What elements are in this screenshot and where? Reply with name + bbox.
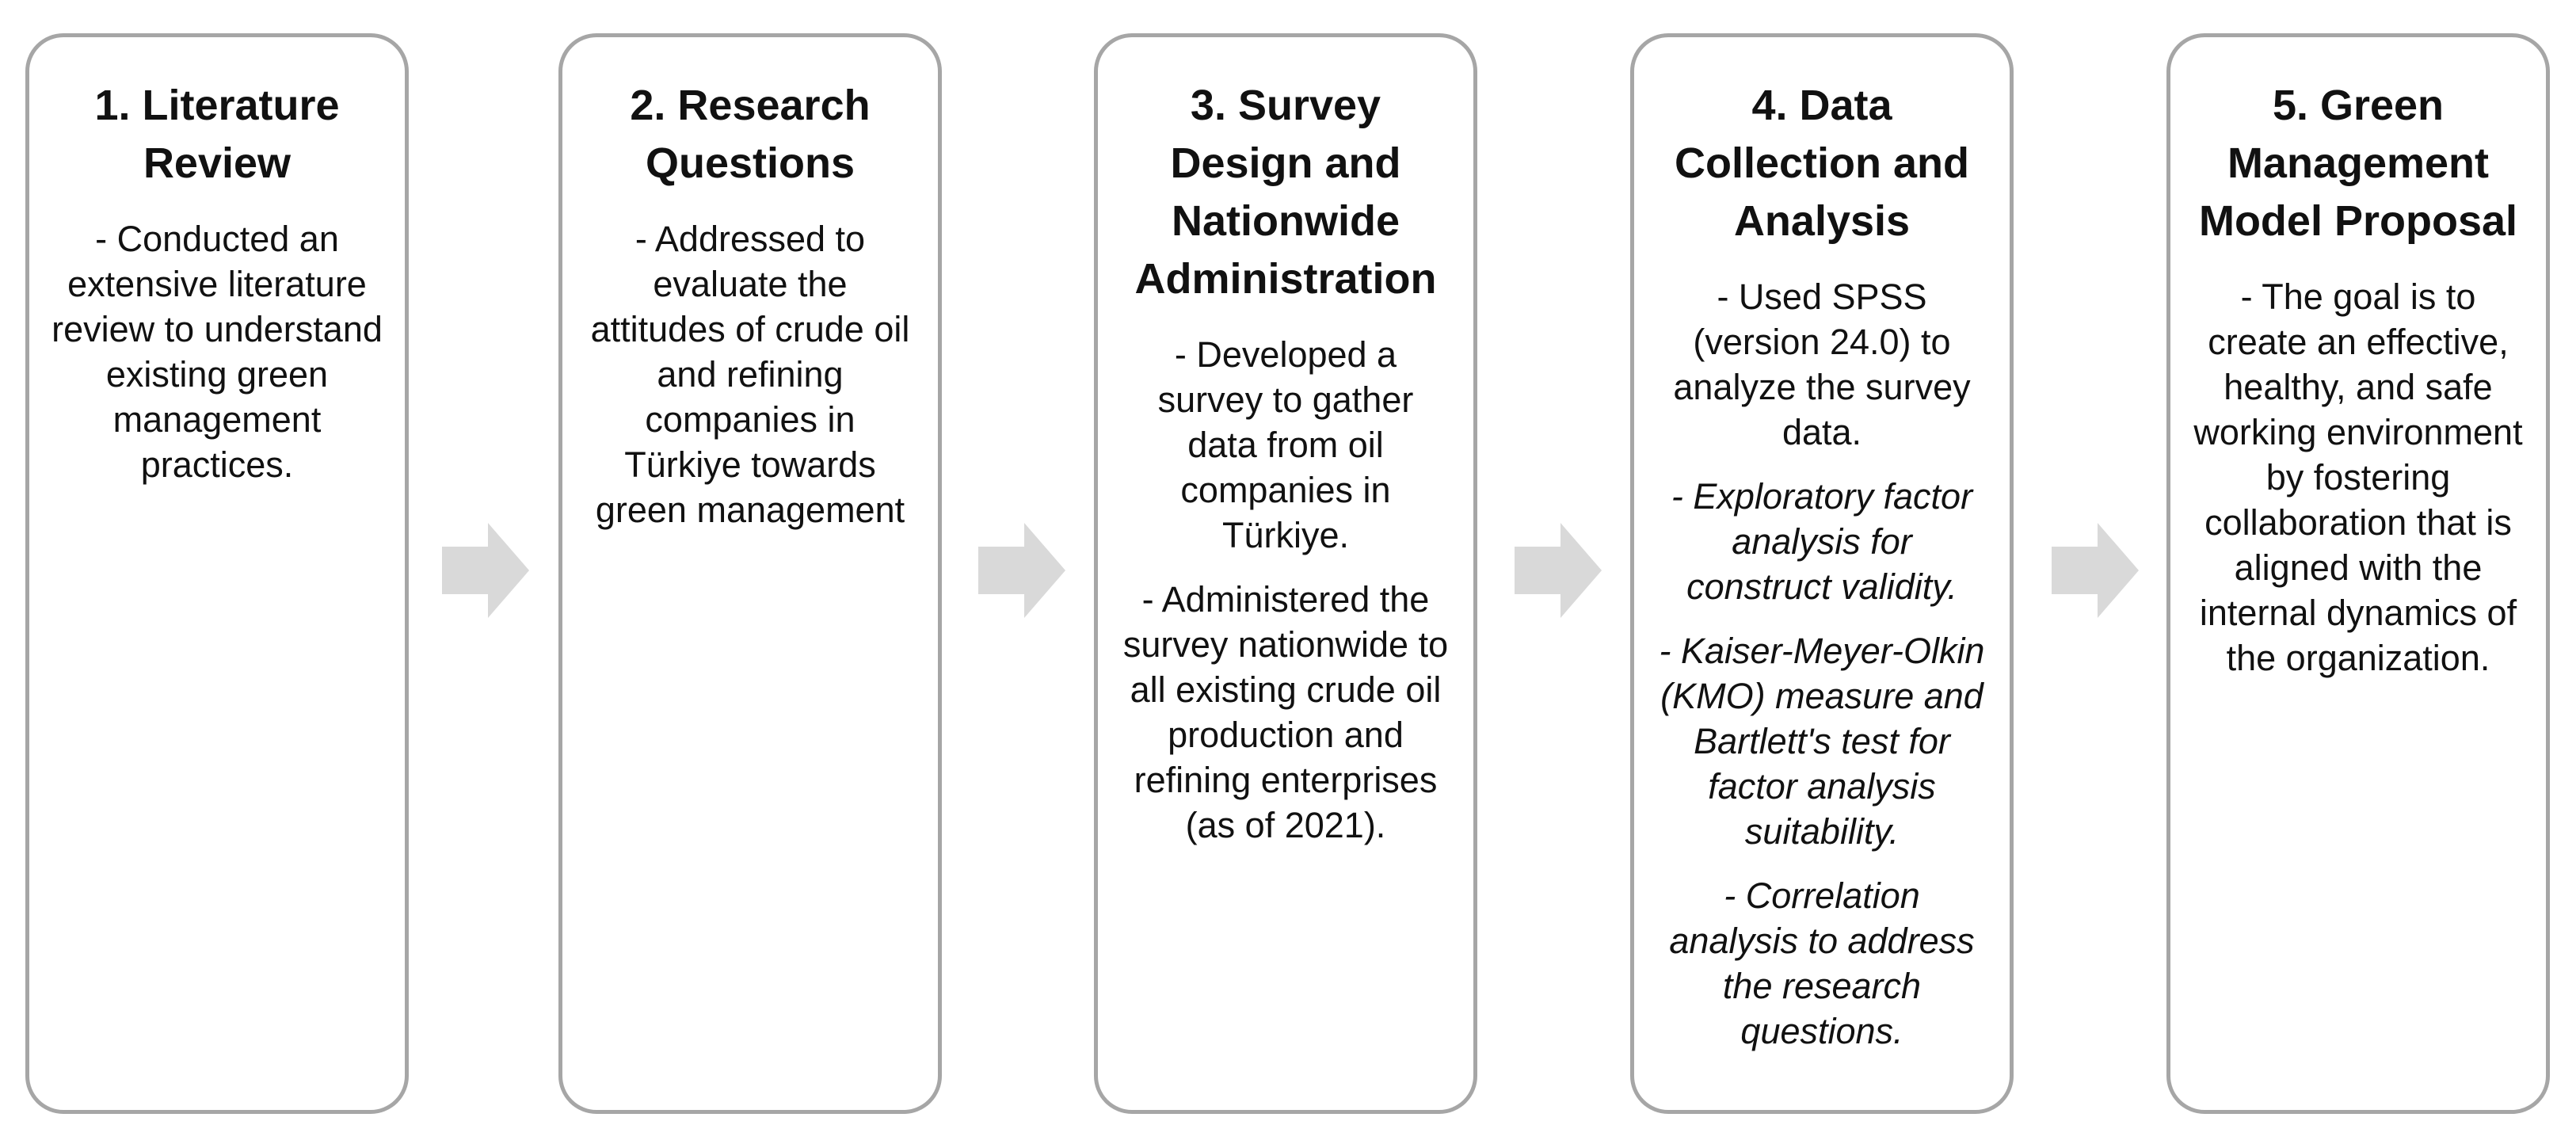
step-5-title: 5. Green Management Model Proposal xyxy=(2198,82,2518,245)
step-3-box xyxy=(1094,33,1477,1114)
step-1-box xyxy=(25,33,409,1114)
step-1-text-1: - Conducted an extensive literature review to understand existing green management practices. xyxy=(51,219,383,485)
step-4-text-1: - Used SPSS (version 24.0) to analyze the survey data. xyxy=(1673,276,1971,452)
step-2-text-1: - Addressed to evaluate the attitudes of crude oil and refining companies in Türkiye towards green management xyxy=(590,219,910,530)
arrow-right-icon xyxy=(978,523,1065,618)
step-1-title: 1. Literature Review xyxy=(94,82,340,187)
step-5-text-1: - The goal is to create an effective, healthy, and safe working environment by fostering collaboration that is aligned with the internal dynamics of the organization. xyxy=(2193,276,2523,678)
step-2-box xyxy=(558,33,942,1114)
step-4-box xyxy=(1630,33,2014,1114)
step-3-text-2: - Administered the survey nationwide to all existing crude oil production and refining enterprises (as of 2021). xyxy=(1122,579,1449,845)
arrow-right-icon xyxy=(2052,523,2139,618)
step-4-text-2: - Exploratory factor analysis for construct validity. xyxy=(1671,476,1973,607)
step-3-title: 3. Survey Design and Nationwide Administration xyxy=(1134,82,1437,303)
arrow-right-icon xyxy=(1515,523,1602,618)
step-4-title: 4. Data Collection and Analysis xyxy=(1674,82,1969,245)
step-3-text-1: - Developed a survey to gather data from oil companies in Türkiye. xyxy=(1157,334,1414,555)
arrow-right-icon xyxy=(442,523,529,618)
step-5-box xyxy=(2166,33,2550,1114)
step-4-text-3: - Kaiser-Meyer-Olkin (KMO) measure and Bartlett's test for factor analysis suitability. xyxy=(1659,631,1985,852)
step-4-text-4: - Correlation analysis to address the research questions. xyxy=(1669,875,1975,1051)
step-2-title: 2. Research Questions xyxy=(630,82,871,187)
